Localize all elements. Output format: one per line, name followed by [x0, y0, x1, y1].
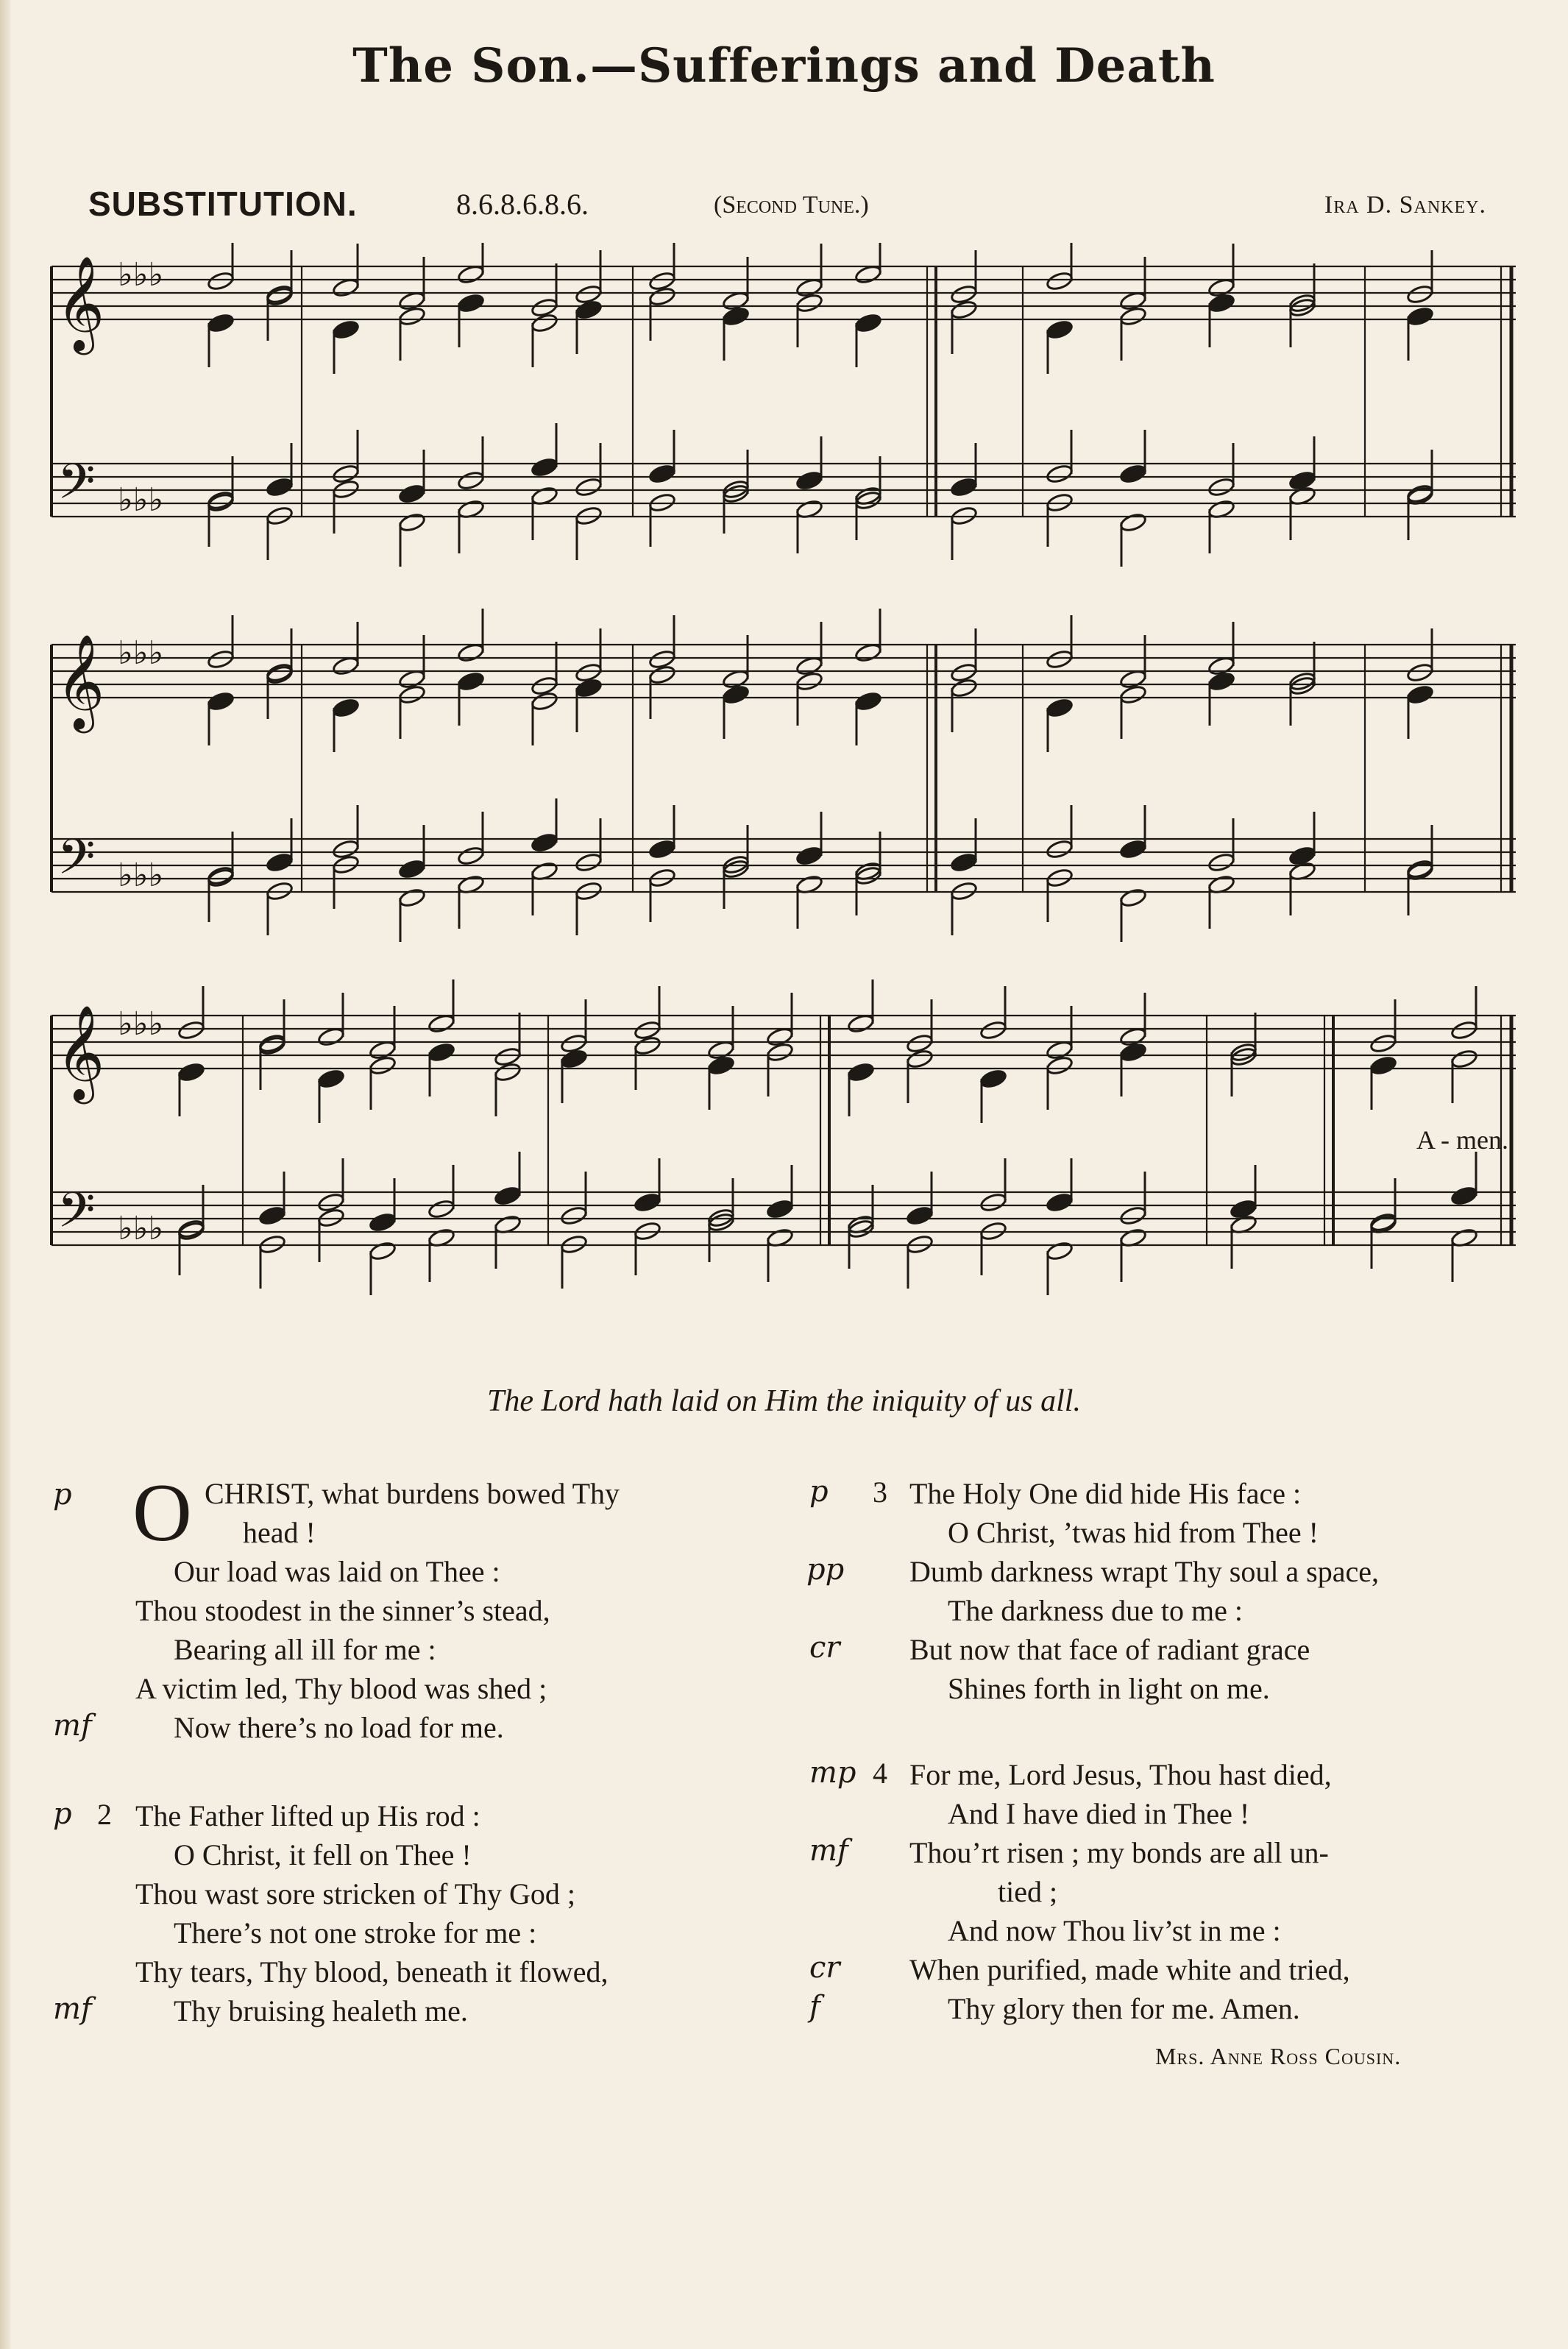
note-head — [560, 1205, 588, 1227]
verse-line: The darkness due to me : — [948, 1594, 1243, 1627]
verse-line: Our load was laid on Thee : — [174, 1555, 500, 1588]
treble-clef-icon: 𝄞 — [56, 1005, 105, 1100]
note-head — [950, 300, 978, 321]
note-head — [979, 1069, 1007, 1090]
note-head — [531, 297, 558, 319]
verse-line: A victim led, Thy blood was shed ; — [135, 1672, 547, 1705]
verse-line: tied ; — [998, 1875, 1058, 1908]
note-head — [560, 1049, 588, 1070]
flat-icon: ♭♭♭ — [118, 1005, 164, 1043]
flat-icon: ♭♭♭ — [118, 256, 164, 294]
tune-name: SUBSTITUTION. — [88, 185, 358, 223]
dynamic-mark: mp — [809, 1756, 856, 1790]
verse-line: When purified, made white and tried, — [909, 1953, 1350, 1986]
note-head — [1046, 1241, 1074, 1262]
note-head — [494, 1046, 522, 1068]
note-head — [266, 477, 294, 498]
treble-clef-icon: 𝄞 — [56, 255, 105, 351]
treble-clef-icon: 𝄞 — [56, 634, 105, 729]
note-head — [906, 1205, 934, 1227]
running-head: The Son.—Sufferings and Death — [352, 38, 1216, 93]
note-head — [494, 1062, 522, 1083]
note-head — [1450, 1186, 1478, 1207]
note-head — [258, 1035, 286, 1057]
dynamic-mark: mf — [809, 1834, 848, 1868]
verse-line: Dumb darkness wrapt Thy soul a space, — [909, 1555, 1380, 1588]
dynamic-mark: cr — [809, 1631, 840, 1665]
note-head — [207, 313, 235, 334]
note-head — [847, 1062, 875, 1083]
note-head — [950, 852, 978, 874]
note-head — [1207, 671, 1235, 692]
dynamic-mark: cr — [809, 1951, 840, 1985]
amen-label: A - men. — [1416, 1125, 1508, 1155]
note-head — [648, 286, 676, 308]
note-head — [854, 691, 882, 712]
note-head — [634, 1020, 661, 1041]
note-head — [266, 665, 294, 686]
note-head — [1406, 306, 1434, 327]
note-head — [795, 671, 823, 692]
tune-header — [88, 184, 1486, 235]
dynamic-mark: p — [809, 1475, 829, 1509]
note-head — [648, 464, 676, 485]
verse-line: There’s not one stroke for me : — [174, 1916, 537, 1949]
dynamic-mark: p — [53, 1478, 72, 1512]
note-head — [1207, 852, 1235, 874]
note-head — [177, 1020, 205, 1041]
note-head — [531, 313, 558, 334]
note-head — [398, 684, 426, 706]
dynamic-mark: mf — [53, 1709, 92, 1743]
verse-number: 2 — [97, 1798, 112, 1831]
note-head — [722, 684, 750, 706]
note-head — [398, 512, 426, 534]
note-head — [648, 839, 676, 860]
note-head — [1046, 649, 1074, 670]
note-head — [575, 284, 603, 305]
verse-line: Thou wast sore stricken of Thy God ; — [135, 1877, 576, 1910]
flat-icon: ♭♭♭ — [118, 857, 164, 894]
note-head — [950, 678, 978, 699]
note-head — [531, 676, 558, 697]
note-head — [1230, 1199, 1257, 1220]
note-head — [317, 1069, 345, 1090]
verse-line: O Christ, ’twas hid from Thee ! — [948, 1516, 1319, 1549]
note-head — [1406, 684, 1434, 706]
note-head — [1288, 470, 1316, 492]
note-head — [531, 691, 558, 712]
note-head — [795, 470, 823, 492]
note-head — [979, 1192, 1007, 1214]
note-head — [950, 284, 978, 305]
note-head — [575, 662, 603, 684]
author-credit: Mrs. Anne Ross Cousin. — [1155, 2043, 1402, 2069]
note-head — [648, 665, 676, 686]
note-head — [457, 846, 485, 867]
verse-line: And now Thou liv’st in me : — [948, 1914, 1281, 1947]
note-head — [1046, 319, 1074, 341]
note-head — [1119, 306, 1147, 327]
note-head — [906, 1049, 934, 1070]
note-head — [531, 457, 558, 478]
note-head — [1119, 839, 1147, 860]
note-head — [207, 649, 235, 670]
drop-cap: O — [132, 1467, 192, 1559]
note-head — [1046, 839, 1074, 860]
verse-number: 3 — [873, 1475, 887, 1509]
note-head — [560, 1033, 588, 1055]
verse-line: O Christ, it fell on Thee ! — [174, 1838, 472, 1871]
tune-meter: 8.6.8.6.8.6. — [456, 188, 589, 221]
note-head — [398, 306, 426, 327]
scripture-text: The Lord hath laid on Him the iniquity of us all. — [487, 1384, 1081, 1418]
note-head — [332, 464, 360, 485]
note-head — [398, 483, 426, 505]
dynamic-mark: f — [809, 1990, 820, 2024]
note-head — [317, 1192, 345, 1214]
note-head — [766, 1199, 794, 1220]
verse-line: Now there’s no load for me. — [174, 1711, 504, 1744]
note-head — [1119, 887, 1147, 909]
note-head — [369, 1055, 397, 1077]
note-head — [634, 1192, 661, 1214]
note-head — [575, 852, 603, 874]
verse-line: The Father lifted up His rod : — [135, 1799, 480, 1832]
bass-clef-icon: 𝄢 — [57, 829, 96, 897]
flat-icon: ♭♭♭ — [118, 1210, 164, 1247]
note-head — [707, 1055, 735, 1077]
note-head — [575, 477, 603, 498]
verse-line: head ! — [243, 1516, 316, 1549]
note-head — [1369, 1033, 1397, 1055]
note-head — [648, 271, 676, 292]
note-head — [1288, 846, 1316, 867]
note-head — [1119, 684, 1147, 706]
note-head — [722, 306, 750, 327]
note-head — [1119, 464, 1147, 485]
verse-line: The Holy One did hide His face : — [909, 1477, 1302, 1510]
note-head — [266, 286, 294, 308]
verse-line: Thy tears, Thy blood, beneath it flowed, — [135, 1955, 609, 1988]
note-head — [1207, 477, 1235, 498]
note-head — [457, 293, 485, 314]
note-head — [207, 271, 235, 292]
note-head — [332, 698, 360, 719]
tune-note: (Second Tune.) — [714, 191, 869, 219]
verse-line: Thy bruising healeth me. — [174, 1994, 468, 2027]
verse-line: Shines forth in light on me. — [948, 1672, 1270, 1705]
verse-line: Thou stoodest in the sinner’s stead, — [135, 1594, 550, 1627]
note-head — [332, 319, 360, 341]
note-head — [766, 1042, 794, 1063]
note-head — [428, 1199, 455, 1220]
note-head — [207, 691, 235, 712]
dynamic-mark: p — [53, 1797, 72, 1831]
note-head — [457, 671, 485, 692]
tune-composer: Ira D. Sankey. — [1324, 191, 1486, 219]
verse-line: Thou’rt risen ; my bonds are all un- — [909, 1836, 1329, 1869]
note-head — [177, 1062, 205, 1083]
verse-line: CHRIST, what burdens bowed Thy — [205, 1477, 620, 1510]
note-head — [795, 293, 823, 314]
note-head — [457, 470, 485, 492]
music-score — [0, 243, 1568, 1310]
note-head — [906, 1033, 934, 1055]
note-head — [1406, 662, 1434, 684]
note-head — [332, 839, 360, 860]
note-head — [258, 1205, 286, 1227]
note-head — [575, 678, 603, 699]
note-head — [494, 1186, 522, 1207]
note-head — [1369, 1055, 1397, 1077]
note-head — [1046, 698, 1074, 719]
note-head — [634, 1035, 661, 1057]
bass-clef-icon: 𝄢 — [57, 453, 96, 522]
note-head — [1046, 271, 1074, 292]
note-head — [1119, 512, 1147, 534]
note-head — [369, 1241, 397, 1262]
verse-line: For me, Lord Jesus, Thou hast died, — [909, 1758, 1332, 1791]
note-head — [1207, 293, 1235, 314]
note-head — [369, 1212, 397, 1233]
note-head — [1119, 1042, 1147, 1063]
bass-clef-icon: 𝄢 — [57, 1182, 96, 1250]
note-head — [575, 300, 603, 321]
note-head — [531, 832, 558, 854]
note-head — [1046, 1192, 1074, 1214]
note-head — [1450, 1020, 1478, 1041]
dynamic-mark: pp — [806, 1553, 845, 1587]
note-head — [979, 1020, 1007, 1041]
note-head — [950, 662, 978, 684]
verse-line: Bearing all ill for me : — [174, 1633, 436, 1666]
verse-number: 4 — [873, 1757, 887, 1790]
note-head — [398, 859, 426, 880]
note-head — [1046, 1055, 1074, 1077]
flat-icon: ♭♭♭ — [118, 634, 164, 672]
note-head — [398, 887, 426, 909]
dynamic-mark: mf — [53, 1992, 92, 2026]
flat-icon: ♭♭♭ — [118, 481, 164, 519]
note-head — [428, 1042, 455, 1063]
note-head — [950, 477, 978, 498]
note-head — [854, 313, 882, 334]
note-head — [1406, 284, 1434, 305]
note-head — [1046, 464, 1074, 485]
verse-line: Thy glory then for me. Amen. — [948, 1992, 1300, 2025]
verse-line: And I have died in Thee ! — [948, 1797, 1250, 1830]
note-head — [1119, 1205, 1147, 1227]
note-head — [648, 649, 676, 670]
verse-line: But now that face of radiant grace — [909, 1633, 1310, 1666]
note-head — [1450, 1049, 1478, 1070]
note-head — [266, 852, 294, 874]
note-head — [795, 846, 823, 867]
